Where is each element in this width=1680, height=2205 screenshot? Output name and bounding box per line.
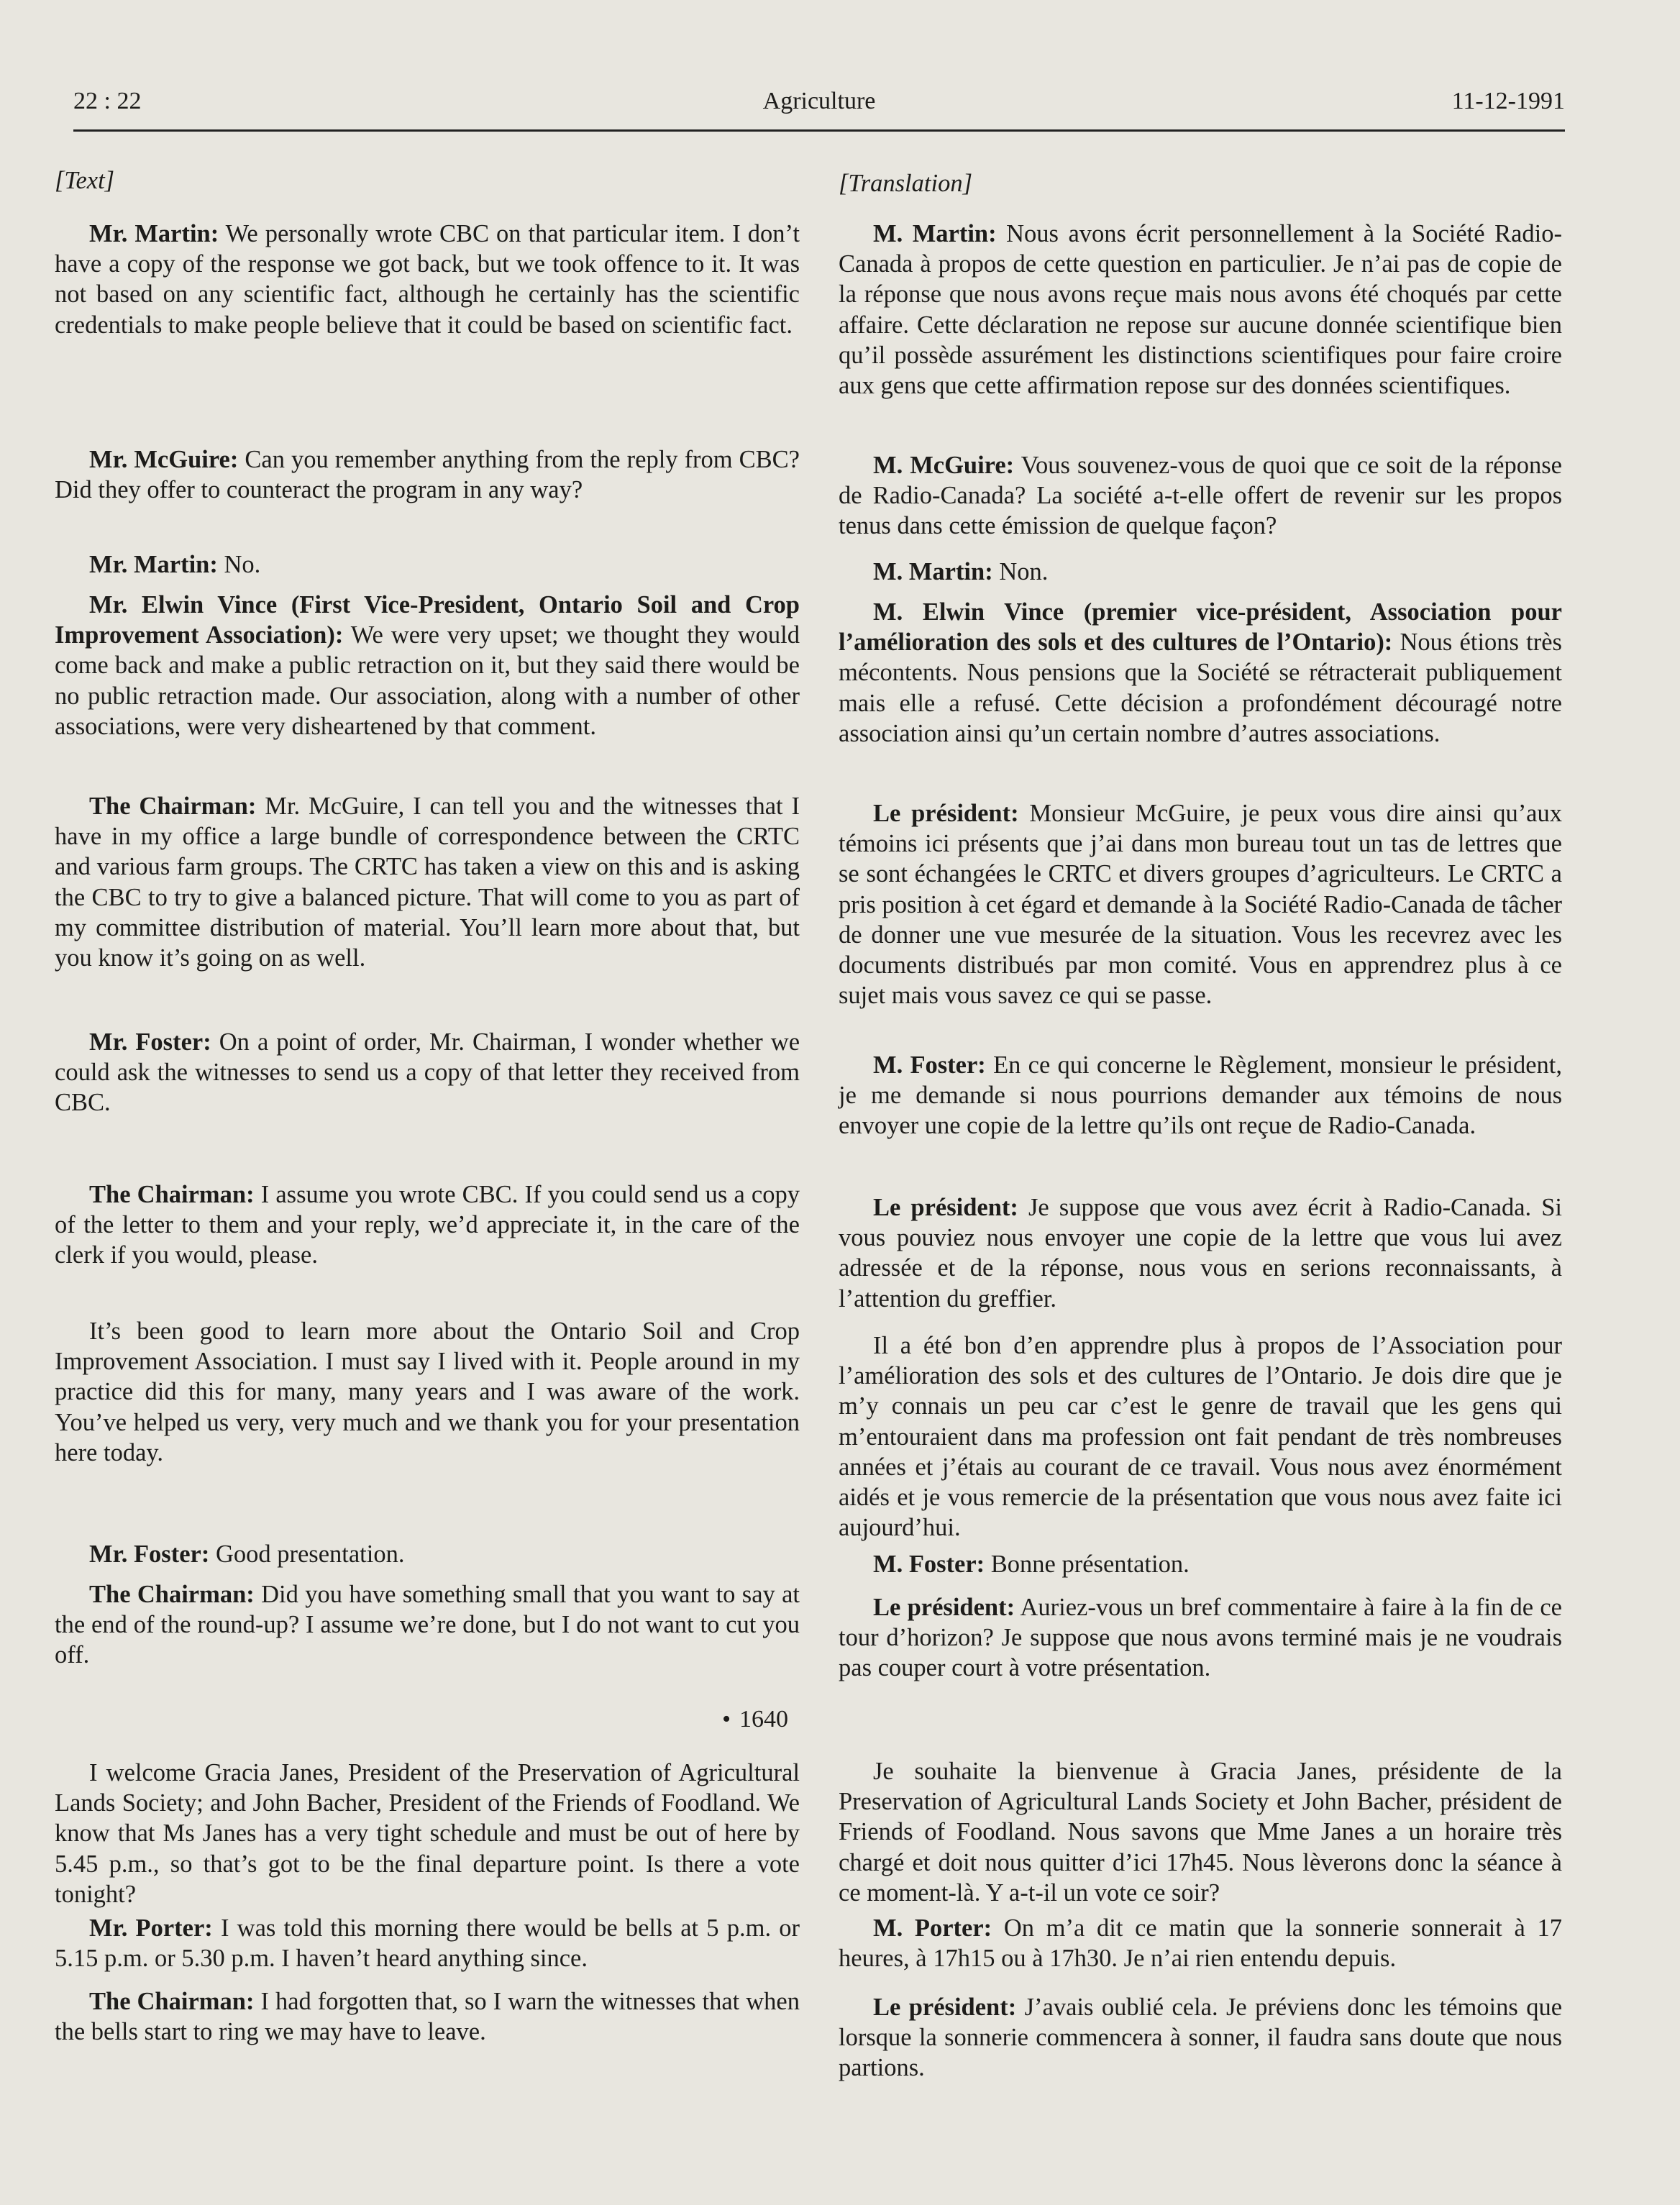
speaker-name: The Chairman: [89, 1181, 255, 1208]
english-paragraph [55, 444, 800, 505]
french-language-tag: [Translation] [839, 170, 972, 197]
speaker-name: M. Foster: [873, 1051, 986, 1079]
committee-name: Agriculture [762, 88, 876, 114]
english-paragraph [55, 1316, 800, 1468]
speaker-name: Mr. Martin: [89, 551, 218, 578]
french-paragraph [839, 1330, 1562, 1543]
english-paragraph [55, 791, 800, 973]
speech-text: Bonne présentation. [990, 1551, 1190, 1578]
french-paragraph [839, 450, 1562, 542]
speech-text: Did you have something small that you want to say at the end of the round-up? I assume we’re done, but I do not want to cut you off. [55, 1581, 800, 1669]
speech-text: I assume you wrote CBC. If you could send us a copy of the letter to them and your reply, we’d appreciate it, in the care of the clerk if you would, please. [55, 1181, 800, 1269]
speech-text: I was told this morning there would be bells at 5 p.m. or 5.15 p.m. or 5.30 p.m. I haven’t heard anything since. [55, 1914, 800, 1973]
speech-text: Vous souvenez-vous de quoi que ce soit de la réponse de Radio-Canada? La société a-t-elle offert de revenir sur les propos tenus dans cette émission de quelque façon? [839, 452, 1562, 540]
speech-text: Nous avons écrit personnellement à la Société Radio-Canada à propos de cette question en particulier. Je n’ai pas de copie de la réponse que nous avons reçue mais nous avons été choqués par cette affaire. Cette déclaration ne repose sur aucune donnée scientifique bien qu’il possède assurément les distinctions scientifiques pour faire croire aux gens que cette affirmation repose sur des données scientifiques. [839, 220, 1562, 400]
speech-text: J’avais oublié cela. Je préviens donc les témoins que lorsque la sonnerie commencera à sonner, il faudra sans doute que nous partions. [839, 1994, 1563, 2082]
english-paragraph [55, 1179, 800, 1271]
speech-text: I welcome Gracia Janes, President of the Preservation of Agricultural Lands Society; and John Bacher, President of the Friends of Foodland. We know that Ms Janes has a very tight schedule and must be out of here by 5.45 p.m., so that’s got to be the final departure point. Is there a vote tonight? [55, 1759, 800, 1908]
speaker-name: M. Porter: [873, 1914, 992, 1942]
speech-text: Non. [999, 558, 1049, 585]
speech-text: Il a été bon d’en apprendre plus à propos de l’Association pour l’amélioration des sols et des cultures de l’Ontario. Je dois dire que je m’y connais un peu car c’est le genre de travail que les gens qui m’entouraient dans ma profession ont fait pendant de très nombreuses années et j’étais au courant de ce travail. Vous nous avez énormément aidés et je vous remercie de la présentation que vous nous avez faite ici aujourd’hui. [839, 1332, 1562, 1542]
speech-text: Je souhaite la bienvenue à Gracia Janes, présidente de la Preservation of Agricultural Lands Society et John Bacher, président de Friends of Foodland. Nous savons que Mme Janes a un horaire très chargé et doit nous quitter d’ici 17h45. Nous lèverons donc la séance à ce moment-là. Y a-t-il un vote ce soir? [839, 1758, 1562, 1907]
meeting-date: 11-12-1991 [1451, 88, 1565, 114]
speech-text: Monsieur McGuire, je peux vous dire ainsi qu’aux témoins ici présents que j’ai dans mon bureau tout un tas de lettres que se sont échangées le CRTC et divers groupes d’agriculteurs. Le CRTC a pris position à cet égard et demande à la Société Radio-Canada de tâcher de donner une vue mesurée de la situation. Vous les recevrez avec les documents distribués par mon comité. Vous en apprendrez plus à ce sujet mais vous savez ce qui se passe. [839, 800, 1562, 1010]
speaker-name: The Chairman: [89, 793, 257, 820]
speaker-name: M. Martin: [873, 220, 997, 247]
french-paragraph [839, 1756, 1562, 1908]
french-paragraph [839, 798, 1562, 1010]
english-paragraph [55, 549, 800, 580]
french-paragraph [839, 1992, 1562, 2083]
page-header [73, 85, 1565, 132]
time-marker [722, 1704, 788, 1735]
speaker-name: M. Foster: [873, 1551, 985, 1578]
speech-text: We personally wrote CBC on that particular item. I don’t have a copy of the response we got back, but we took offence to it. It was not based on any scientific fact, although he certainly has the scientific credentials to make people believe that it could be based on scientific fact. [55, 220, 800, 339]
english-paragraph [55, 1579, 800, 1671]
speech-text: Mr. McGuire, I can tell you and the witnesses that I have in my office a large bundle of correspondence between the CRTC and various farm groups. The CRTC has taken a view on this and is asking the CBC to try to give a balanced picture. That will come to you as part of my committee distribution of material. You’ll learn more about that, but you know it’s going on as well. [55, 793, 800, 972]
speech-text: Good presentation. [215, 1540, 405, 1568]
english-paragraph [55, 1758, 800, 1909]
speaker-name: Le président: [873, 1194, 1018, 1221]
time-marker-label: 1640 [739, 1706, 788, 1732]
french-paragraph [839, 597, 1562, 749]
page-number: 22 : 22 [73, 88, 142, 114]
speaker-name: M. McGuire: [873, 452, 1015, 479]
speech-text: Auriez-vous un bref commentaire à faire à la fin de ce tour d’horizon? Je suppose que nous avons terminé mais je ne voudrais pas couper court à votre présentation. [839, 1594, 1562, 1682]
speaker-name: Mr. Foster: [89, 1028, 211, 1056]
speech-text: On m’a dit ce matin que la sonnerie sonnerait à 17 heures, à 17h15 ou à 17h30. Je n’ai rien entendu depuis. [839, 1914, 1563, 1973]
speaker-name: Le président: [873, 800, 1019, 827]
french-paragraph [839, 219, 1562, 401]
french-paragraph [839, 1192, 1562, 1314]
speaker-name: M. Elwin Vince (premier vice-président, Association pour l’amélioration des sols et des cultures de l’Ontario): [839, 598, 1562, 657]
speech-text: Nous étions très mécontents. Nous pensions que la Société se rétracterait publiquement mais elle a refusé. Cette décision a profondément découragé notre association ainsi qu’un certain nombre d’autres associations. [839, 629, 1562, 747]
speech-text: Je suppose que vous avez écrit à Radio-Canada. Si vous pouviez nous envoyer une copie de la lettre que vous lui avez adressée et de la réponse, nous vous en serions reconnaissants, à l’attention du greffier. [839, 1194, 1562, 1312]
speech-text: En ce qui concerne le Règlement, monsieur le président, je me demande si nous pourrions demander aux témoins de nous envoyer une copie de la lettre qu’ils ont reçue de Radio-Canada. [839, 1051, 1563, 1140]
speaker-name: Mr. McGuire: [89, 446, 239, 473]
french-paragraph [839, 1592, 1562, 1684]
speaker-name: M. Martin: [873, 558, 993, 585]
speech-text: We were very upset; we thought they would come back and make a public retraction on it, but they said there would be no public retraction made. Our association, along with a number of other associations, were very disheartened by that comment. [55, 621, 800, 740]
speaker-name: Le président: [873, 1994, 1017, 2021]
english-paragraph [55, 590, 800, 741]
speaker-name: The Chairman: [89, 1988, 255, 2015]
english-paragraph [55, 1913, 800, 1973]
speech-text: No. [224, 551, 261, 578]
speech-text: I had forgotten that, so I warn the witnesses that when the bells start to ring we may have to leave. [55, 1988, 800, 2046]
french-paragraph [839, 557, 1562, 587]
speaker-name: The Chairman: [89, 1581, 255, 1608]
speaker-name: Mr. Elwin Vince (First Vice-President, Ontario Soil and Crop Improvement Association): [55, 591, 800, 649]
english-paragraph [55, 1986, 800, 2047]
speaker-name: Le président: [873, 1594, 1015, 1621]
bullet-icon: • [722, 1706, 731, 1732]
english-language-tag: [Text] [55, 167, 115, 194]
speaker-name: Mr. Foster: [89, 1540, 210, 1568]
english-paragraph [55, 1027, 800, 1118]
speaker-name: Mr. Porter: [89, 1914, 213, 1942]
speech-text: It’s been good to learn more about the Ontario Soil and Crop Improvement Association. I must say I lived with it. People around in my practice did this for many, many years and I was aware of the work. You’ve helped us very, very much and we thank you for your presentation here today. [55, 1318, 800, 1466]
english-paragraph [55, 219, 800, 340]
speech-text: Can you remember anything from the reply from CBC? Did they offer to counteract the program in any way? [55, 446, 800, 504]
speech-text: On a point of order, Mr. Chairman, I wonder whether we could ask the witnesses to send us a copy of that letter they received from CBC. [55, 1028, 800, 1117]
speaker-name: Mr. Martin: [89, 220, 219, 247]
french-paragraph [839, 1050, 1562, 1141]
french-paragraph [839, 1913, 1562, 1973]
french-paragraph [839, 1549, 1562, 1579]
english-paragraph [55, 1539, 800, 1569]
